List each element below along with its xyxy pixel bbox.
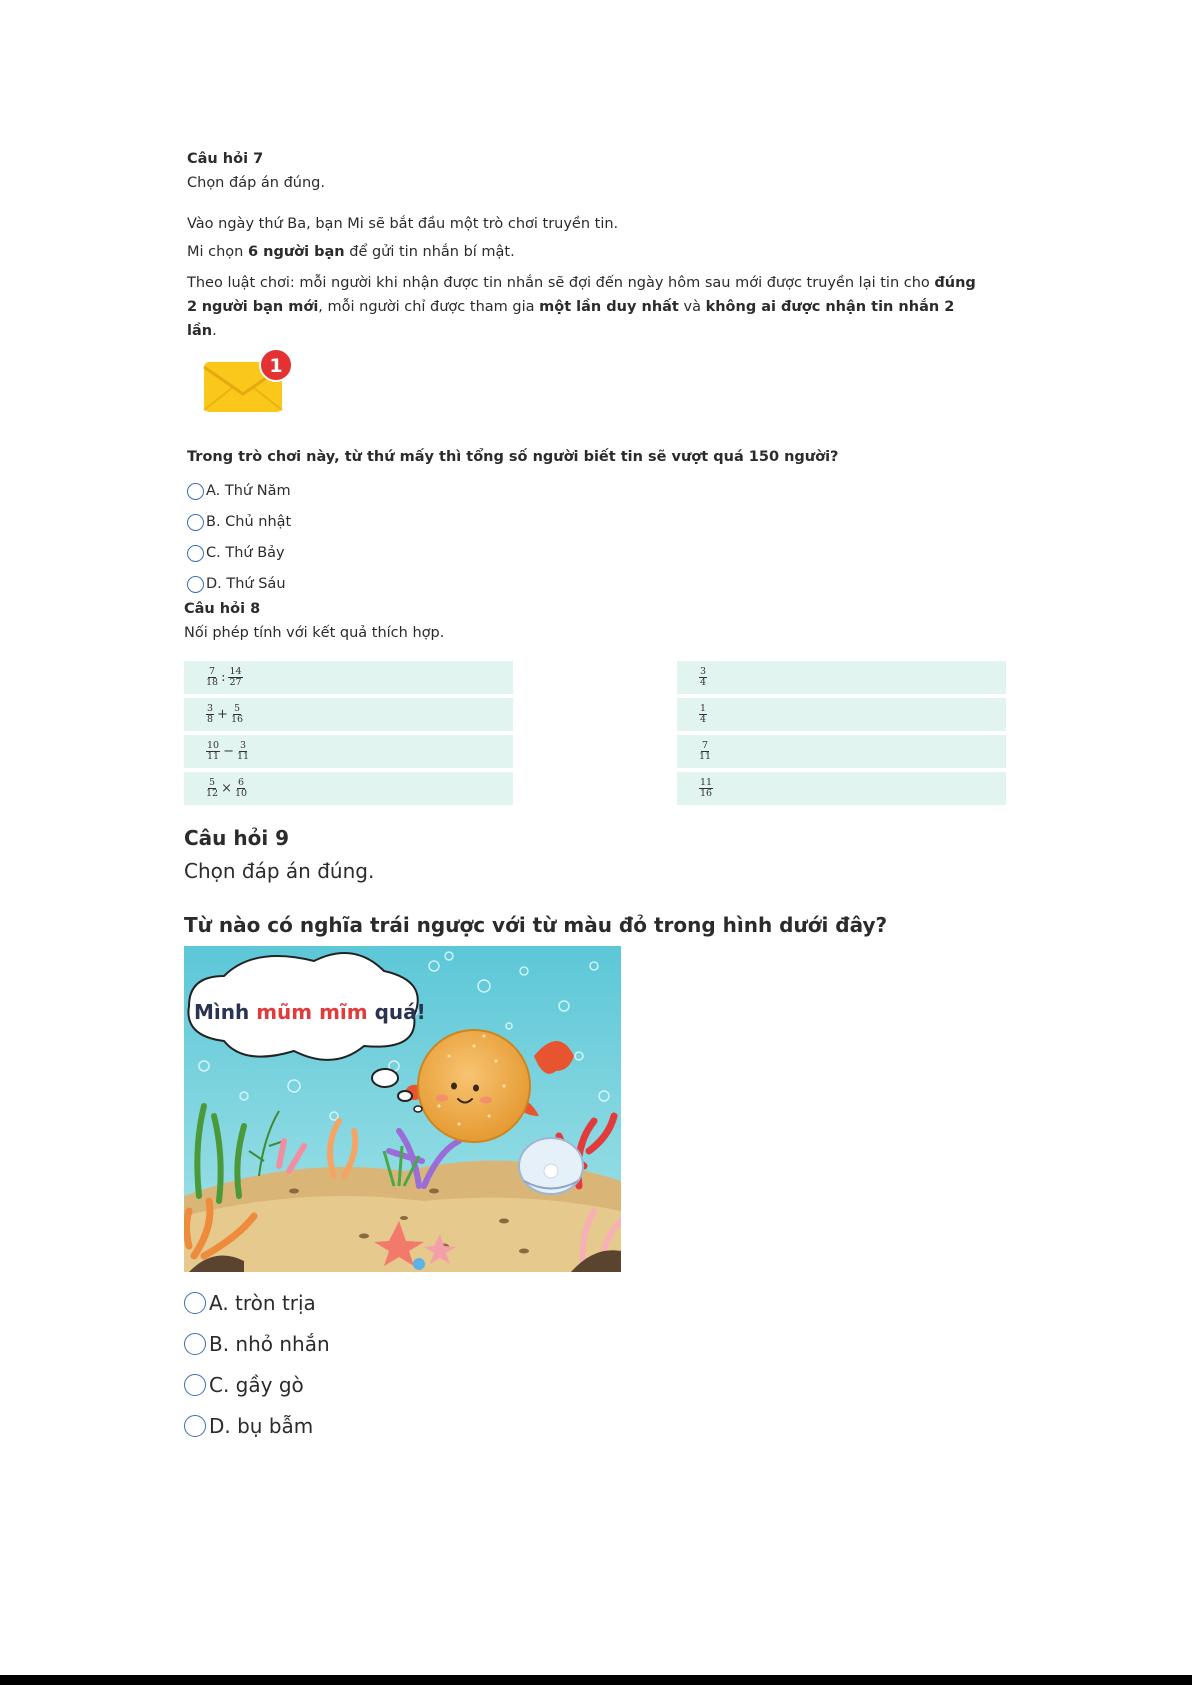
q9-option-b[interactable]: B. nhỏ nhắn (184, 1332, 330, 1356)
radio-button[interactable] (187, 483, 204, 500)
q9-instruction: Chọn đáp án đúng. (184, 859, 375, 883)
q7-paragraph-3: Theo luật chơi: mỗi người khi nhận được tin nhắn sẽ đợi đến ngày hôm sau mới được truyền lại tin cho đúng 2 người bạn mới, mỗi người chỉ được tham gia một lần duy nhất và không ai được nhận tin nhắn 2 lần. (187, 275, 976, 339)
radio-button[interactable] (187, 545, 204, 562)
q7-option-b[interactable]: B. Chủ nhật (187, 513, 291, 531)
match-left-item-3[interactable]: $\frac{10}{11}$ − $\frac{3}{11}$ (184, 735, 513, 768)
q7-option-c[interactable]: C. Thứ Bảy (187, 544, 285, 562)
q7-instruction: Chọn đáp án đúng. (187, 175, 325, 191)
q7-question: Trong trò chơi này, từ thứ mấy thì tổng số người biết tin sẽ vượt quá 150 người? (187, 449, 839, 465)
q8-instruction: Nối phép tính với kết quả thích hợp. (184, 625, 445, 641)
q7-paragraph-1: Vào ngày thứ Ba, bạn Mi sẽ bắt đầu một trò chơi truyền tin. (187, 216, 619, 232)
radio-button[interactable] (184, 1374, 206, 1396)
q7-option-d[interactable]: D. Thứ Sáu (187, 575, 286, 593)
envelope-notification-icon (202, 348, 294, 416)
match-left-item-1[interactable]: $\frac{7}{18}$ : $\frac{14}{27}$ (184, 661, 513, 694)
q9-question: Từ nào có nghĩa trái ngược với từ màu đỏ trong hình dưới đây? (184, 913, 888, 937)
q9-heading: Câu hỏi 9 (184, 826, 290, 850)
q7-paragraph-2: Mi chọn 6 người bạn để gửi tin nhắn bí mật. (187, 244, 515, 260)
radio-button[interactable] (184, 1333, 206, 1355)
q7-option-a[interactable]: A. Thứ Năm (187, 482, 291, 500)
radio-button[interactable] (184, 1415, 206, 1437)
match-right-item-2[interactable]: $\frac{1}{4}$ (677, 698, 1006, 731)
match-left-item-2[interactable]: $\frac{3}{8}$ + $\frac{5}{16}$ (184, 698, 513, 731)
q9-option-a[interactable]: A. tròn trịa (184, 1291, 316, 1315)
q8-heading: Câu hỏi 8 (184, 601, 261, 617)
q7-heading: Câu hỏi 7 (187, 151, 264, 167)
page-bottom-edge (0, 1675, 1192, 1685)
notification-badge: 1 (269, 355, 283, 377)
q9-option-d[interactable]: D. bụ bẫm (184, 1414, 313, 1438)
radio-button[interactable] (184, 1292, 206, 1314)
speech-bubble-text: Mình mũm mĩm quá! (194, 1000, 426, 1024)
pufferfish-illustration (184, 946, 621, 1272)
radio-button[interactable] (187, 576, 204, 593)
match-right-item-1[interactable]: $\frac{3}{4}$ (677, 661, 1006, 694)
match-right-item-4[interactable]: $\frac{11}{16}$ (677, 772, 1006, 805)
match-right-item-3[interactable]: $\frac{7}{11}$ (677, 735, 1006, 768)
match-left-item-4[interactable]: $\frac{5}{12}$ × $\frac{6}{10}$ (184, 772, 513, 805)
radio-button[interactable] (187, 514, 204, 531)
q9-option-c[interactable]: C. gầy gò (184, 1373, 304, 1397)
